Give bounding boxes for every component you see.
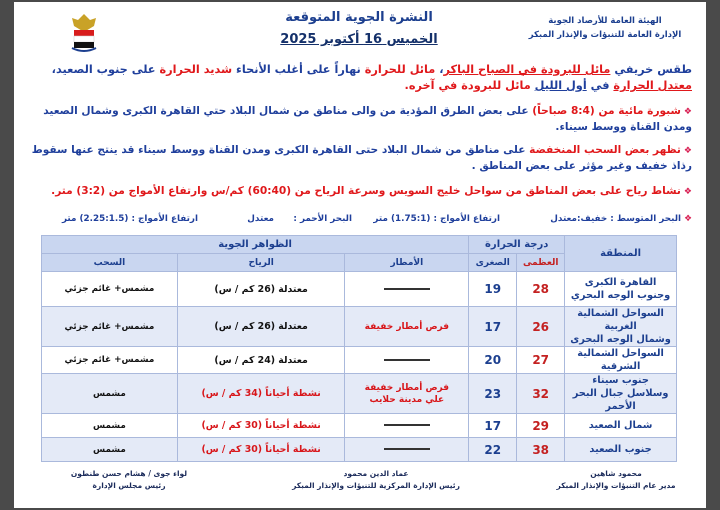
dash-line xyxy=(384,288,430,290)
table-row xyxy=(42,414,677,438)
diamond-bullet-icon: ❖ xyxy=(683,187,692,197)
rain-cell xyxy=(345,414,469,438)
intro-text: على جنوب الصعيد، xyxy=(51,63,160,76)
signature-title: رئيس مجلس الإدارة xyxy=(92,481,166,490)
cloud-cell: مشمس+ غائم جزئي xyxy=(42,347,178,374)
mediterranean-waves: ارتفاع الأمواج : (1.75:1) متر xyxy=(373,214,500,224)
diamond-bullet-icon: ❖ xyxy=(684,214,692,224)
region-cell xyxy=(565,272,677,307)
region-name: القاهرة الكبرى xyxy=(584,277,657,288)
warning-text: على مناطق من شمال البلاد حتى القاهرة الكبرى ومدن القناة ووسط سيناء قد ينتج عنها سقوط رذاذ خفيف وغير مؤثر على بعض المناطق . xyxy=(31,144,692,172)
intro-text: ، xyxy=(435,63,444,76)
wind-cell: معتدلة (26 كم / س) xyxy=(177,307,345,347)
intro-highlight: شديد الحرارة xyxy=(159,63,233,76)
diamond-bullet-icon: ❖ xyxy=(683,107,692,117)
table-row xyxy=(42,272,677,307)
region-cell: شمال الصعيد xyxy=(565,414,677,438)
warning-highlight: نشاط رياح xyxy=(625,185,681,197)
header-min: الصغرى xyxy=(469,254,517,272)
header-phenomena: الظواهر الجوية xyxy=(42,236,469,254)
min-temp-cell: 19 xyxy=(469,272,517,307)
rain-cell xyxy=(345,272,469,307)
intro-text: طقس خريفي xyxy=(610,63,692,76)
fog-warning xyxy=(26,104,692,135)
bulletin-title: النشرة الجوية المتوقعة xyxy=(285,10,433,25)
header-region: المنطقة xyxy=(565,236,677,272)
wind-cell: نشطة أحياناً (30 كم / س) xyxy=(177,438,345,462)
warning-highlight: وسرعة الرياح من (60:40) كم/س xyxy=(211,185,386,197)
cloud-cell: مشمس xyxy=(42,374,178,414)
max-temp-cell: 32 xyxy=(517,374,565,414)
rain-cell xyxy=(345,347,469,374)
header-temperature: درجة الحرارة xyxy=(469,236,565,254)
min-temp-cell: 23 xyxy=(469,374,517,414)
diamond-bullet-icon: ❖ xyxy=(683,146,692,156)
bulletin-date: الخميس 16 أكتوبر 2025 xyxy=(280,32,438,47)
intro-text: نهاراً على أغلب الأنحاء xyxy=(232,63,365,76)
rain-text: علي مدينة حلايب xyxy=(369,394,445,405)
rain-cell xyxy=(345,438,469,462)
wind-cell: معتدلة (26 كم / س) xyxy=(177,272,345,307)
signature-chairman xyxy=(54,468,204,492)
wind-cell: نشطة أحياناً (34 كم / س) xyxy=(177,374,345,414)
signature-head xyxy=(276,468,476,492)
signature-name: محمود شاهين xyxy=(590,469,642,478)
wind-cell: نشطة أحياناً (30 كم / س) xyxy=(177,414,345,438)
mediterranean-state xyxy=(550,214,692,224)
min-temp-cell: 20 xyxy=(469,347,517,374)
min-temp-cell: 22 xyxy=(469,438,517,462)
signature-title: مدير عام التنبؤات والإنذار المبكر xyxy=(556,481,676,490)
intro-highlight: مائل للحرارة xyxy=(364,63,436,76)
table-row xyxy=(42,347,677,374)
region-name: جنوب سيناء xyxy=(592,375,649,386)
warning-highlight: تظهر بعض السحب المنخفضة xyxy=(529,144,681,156)
cloud-cell: مشمس xyxy=(42,438,178,462)
intro-text: في xyxy=(586,79,614,92)
warning-highlight: على بعض المناطق من سواحل خليج السويس xyxy=(385,185,626,197)
rain-text: فرص أمطار خفيفة xyxy=(364,382,450,393)
cloud-cell: مشمس+ غائم جزئي xyxy=(42,272,178,307)
cloud-cell: مشمس+ غائم جزئي xyxy=(42,307,178,347)
eagle-emblem-icon xyxy=(68,10,100,54)
organization-header xyxy=(520,14,690,42)
rain-cell xyxy=(345,374,469,414)
red-sea-waves: ارتفاع الأمواج : (2.25:1.5) متر xyxy=(61,214,198,224)
region-name: السواحل الشمالية الغربية xyxy=(577,308,664,332)
wind-warning xyxy=(26,184,692,200)
region-name: وجنوب الوجه البحري xyxy=(570,290,671,301)
warning-text: على بعض الطرق المؤدية من والى مناطق من شمال البلاد حتي القاهرة الكبرى وشمال الصعيد ومدن القناة ووسط سيناء. xyxy=(43,105,692,133)
signature-title: رئيس الإدارة المركزية للتنبؤات والإنذار المبكر xyxy=(292,481,460,490)
table-row xyxy=(42,438,677,462)
max-temp-cell: 28 xyxy=(517,272,565,307)
dash-line xyxy=(384,448,430,450)
min-temp-cell: 17 xyxy=(469,414,517,438)
max-temp-cell: 29 xyxy=(517,414,565,438)
region-cell: السواحل الشمالية الشرقية xyxy=(565,347,677,374)
intro-text: أول الليل xyxy=(534,79,587,92)
region-cell xyxy=(565,307,677,347)
region-cell xyxy=(565,374,677,414)
header-wind: الرياح xyxy=(177,254,345,272)
table-row xyxy=(42,307,677,347)
intro-highlight: معتدل الحرارة xyxy=(613,79,692,92)
min-temp-cell: 17 xyxy=(469,307,517,347)
signature-name: لواء جوى / هشام حسن طنطون xyxy=(70,469,188,478)
max-temp-cell: 26 xyxy=(517,307,565,347)
region-cell: جنوب الصعيد xyxy=(565,438,677,462)
signature-name: عماد الدين محمود xyxy=(343,469,409,478)
weather-bulletin-page xyxy=(14,2,706,508)
org-name: الهيئة العامة للأرصاد الجوية xyxy=(548,16,662,26)
general-forecast xyxy=(26,62,692,94)
red-sea-state: معتدل xyxy=(247,214,274,224)
header-rain: الأمطار xyxy=(345,254,469,272)
max-temp-cell: 27 xyxy=(517,347,565,374)
intro-highlight: مائل للبرودة في آخره. xyxy=(404,79,535,92)
forecast-table xyxy=(41,235,677,462)
warning-highlight: وارتفاع الأمواج من (3:2) متر. xyxy=(51,185,211,197)
rain-cell: فرص أمطار خفيفة xyxy=(345,307,469,347)
signature-director xyxy=(536,468,696,492)
intro-highlight: مائل للبرودة في الصباح الباكر xyxy=(443,63,611,76)
max-temp-cell: 38 xyxy=(517,438,565,462)
red-sea-label: البحر الأحمر : xyxy=(293,214,352,224)
org-department: الإدارة العامة للتنبؤات والإنذار المبكر xyxy=(528,30,682,40)
med-label: البحر المتوسط : خفيف:معتدل xyxy=(550,214,682,224)
cloud-cell: مشمس xyxy=(42,414,178,438)
table-row xyxy=(42,374,677,414)
warning-highlight: شبورة مائية من (8:4 صباحاً) xyxy=(532,105,681,117)
dash-line xyxy=(384,359,430,361)
header-clouds: السحب xyxy=(42,254,178,272)
region-name: وسلاسل جبال البحر الأحمر xyxy=(572,388,669,412)
dash-line xyxy=(384,424,430,426)
region-name: وشمال الوجه البحرى xyxy=(570,334,671,345)
header-max: العظمى xyxy=(517,254,565,272)
clouds-warning xyxy=(26,143,692,174)
wind-cell: معتدلة (24 كم / س) xyxy=(177,347,345,374)
